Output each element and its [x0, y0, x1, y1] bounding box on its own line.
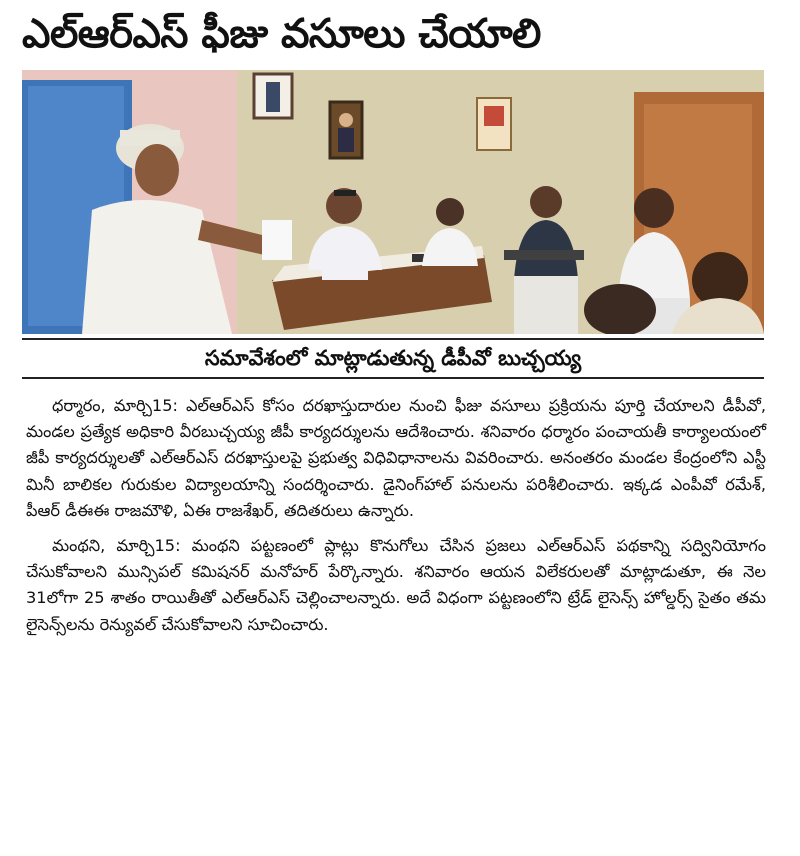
- caption-bottom-rule: [22, 377, 764, 379]
- headline: ఎల్ఆర్ఎస్ ఫీజు వసూలు చేయాలి: [22, 11, 541, 57]
- article-body: [26, 393, 766, 647]
- meeting-photo: [22, 70, 764, 334]
- photo-caption: సమావేశంలో మాట్లాడుతున్న డీపీవో బుచ్చయ్య: [204, 346, 582, 370]
- paragraph-manthani: మంథని, మార్చి15: మంథని పట్టణంలో ప్లాట్లు కొనుగోలు చేసిన ప్రజలు ఎల్ఆర్ఎస్ పథకాన్ని సద్వినియోగం చేసుకోవాలని మున్సిపల్ కమిషనర్ మనోహర్ పేర్కొన్నారు. శనివారం ఆయన విలేకరులతో మాట్లాడుతూ, ఈ నెల 31లోగా 25 శాతం రాయితీతో ఎల్ఆర్ఎస్ చెల్లించాలన్నారు. అదే విధంగా పట్టణంలోని ట్రేడ్ లైసెన్స్ హోల్డర్స్ సైతం తమ లైసెన్స్‌లను రెన్యువల్ చేసుకోవాలని సూచించారు.: [26, 536, 766, 634]
- paragraph-dharmaram: ధర్మారం, మార్చి15: ఎల్ఆర్ఎస్ కోసం దరఖాస్తుదారుల నుంచి ఫీజు వసూలు ప్రక్రియను పూర్తి చేయాలని డీపీవో, మండల ప్రత్యేక అధికారి వీరబుచ్చయ్య జీపీ కార్యదర్శులను ఆదేశించారు. శనివారం ధర్మారం పంచాయతీ కార్యాలయంలో జీపీ కార్యదర్శులతో ఎల్ఆర్ఎస్ దరఖాస్తులపై ప్రభుత్వ విధివిధానాలను వివరించారు. అనంతరం మండల కేంద్రంలోని ఎస్టీ మినీ బాలికల గురుకుల విద్యాలయాన్ని సందర్శించారు. డైనింగ్‌హాల్ పనులను పరిశీలించారు. ఇక్కడ ఎంపీవో రమేశ్, పీఆర్ డీఈఈ రాజమౌళి, ఏఈ రాజశేఖర్, తదితరులు ఉన్నారు.: [26, 396, 766, 520]
- meeting-photo-illustration: [22, 70, 764, 334]
